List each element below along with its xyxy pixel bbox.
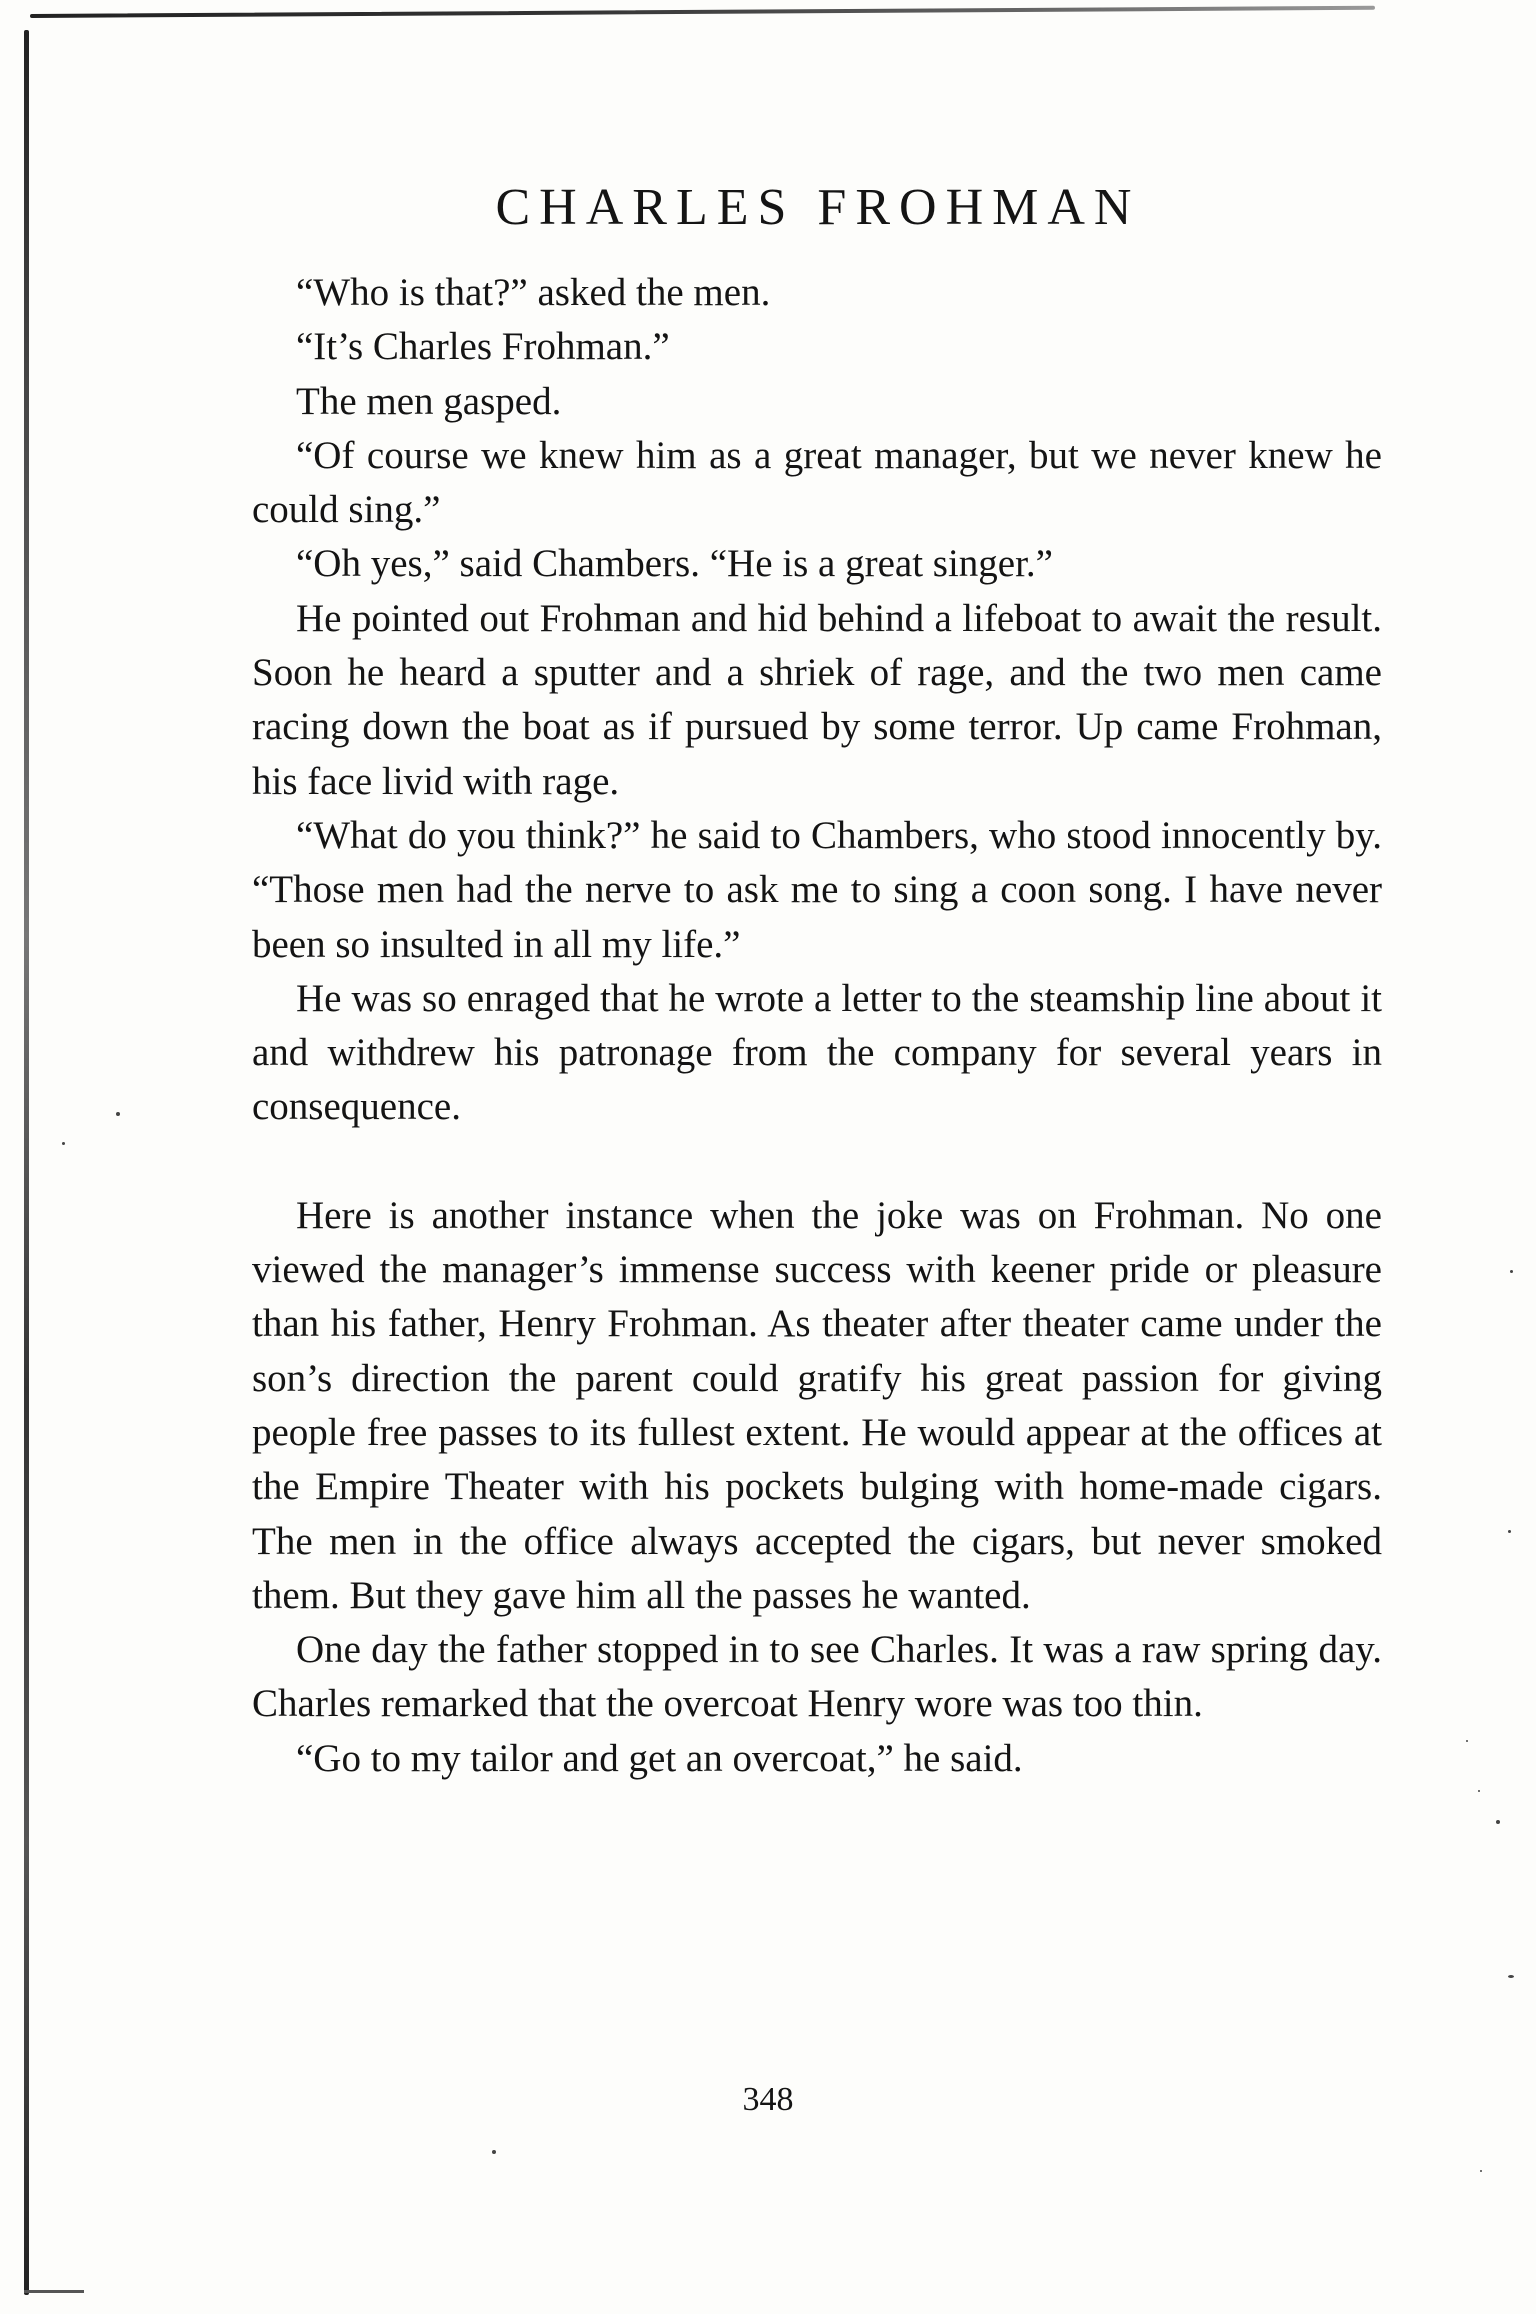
paragraph: He was so enraged that he wrote a letter to the steamship line about it and withdrew his patronage from the company for several years in consequence. (252, 976, 1382, 1129)
scan-speck (1496, 1820, 1500, 1824)
scan-speck (1508, 1530, 1511, 1533)
running-head-title: CHARLES FROHMAN (495, 179, 1141, 236)
scan-speck (1466, 1740, 1468, 1742)
paragraph: He pointed out Frohman and hid behind a lifeboat to await the result. Soon he heard a sputter and a shriek of rage, and the two men came racing down the boat as if pursued by some terror. Up came Frohman, his face livid with rage. (252, 596, 1382, 803)
paragraph: One day the father stopped in to see Charles. It was a raw spring day. Charles remarked that the overcoat Henry wore was too thin. (252, 1628, 1382, 1726)
scan-speck (116, 1112, 120, 1116)
scan-speck (1508, 1975, 1514, 1978)
page-number: 348 (742, 2081, 794, 2118)
scan-speck (1478, 1790, 1480, 1792)
scan-speck (492, 2150, 496, 2154)
paragraph: “Go to my tailor and get an overcoat,” he said. (296, 1736, 1023, 1780)
paragraph: “What do you think?” he said to Chambers, who stood innocently by. “Those men had the nerve to ask me to sing a coon song. I have never been so insulted in all my life.” (252, 813, 1382, 966)
paragraph: “Oh yes,” said Chambers. “He is a great singer.” (296, 542, 1053, 586)
paragraph: “Who is that?” asked the men. (296, 271, 771, 314)
scan-speck (62, 1142, 65, 1145)
scan-speck (1510, 1270, 1513, 1273)
paragraph: The men gasped. (296, 379, 562, 423)
paragraph: “Of course we knew him as a great manager, but we never knew he could sing.” (252, 433, 1382, 532)
scan-edge-top (30, 6, 1375, 18)
section-break (252, 1135, 1382, 1189)
scan-edge-bottom (24, 2290, 84, 2293)
scan-edge-left (24, 30, 29, 2295)
body-text (252, 266, 1382, 1786)
paragraph: Here is another instance when the joke was on Frohman. No one viewed the manager’s immense success with keener pride or pleasure than his father, Henry Frohman. As theater after theater came under the son’s direction the parent could gratify his great passion for giving people free passes to its fullest extent. He would appear at the offices at the Empire Theater with his pockets bulging with home-made cigars. The men in the office always accepted the cigars, but never smoked them. But they gave him all the passes he wanted. (252, 1193, 1382, 1617)
paragraph: “It’s Charles Frohman.” (296, 325, 670, 369)
scan-speck (1480, 2170, 1482, 2172)
